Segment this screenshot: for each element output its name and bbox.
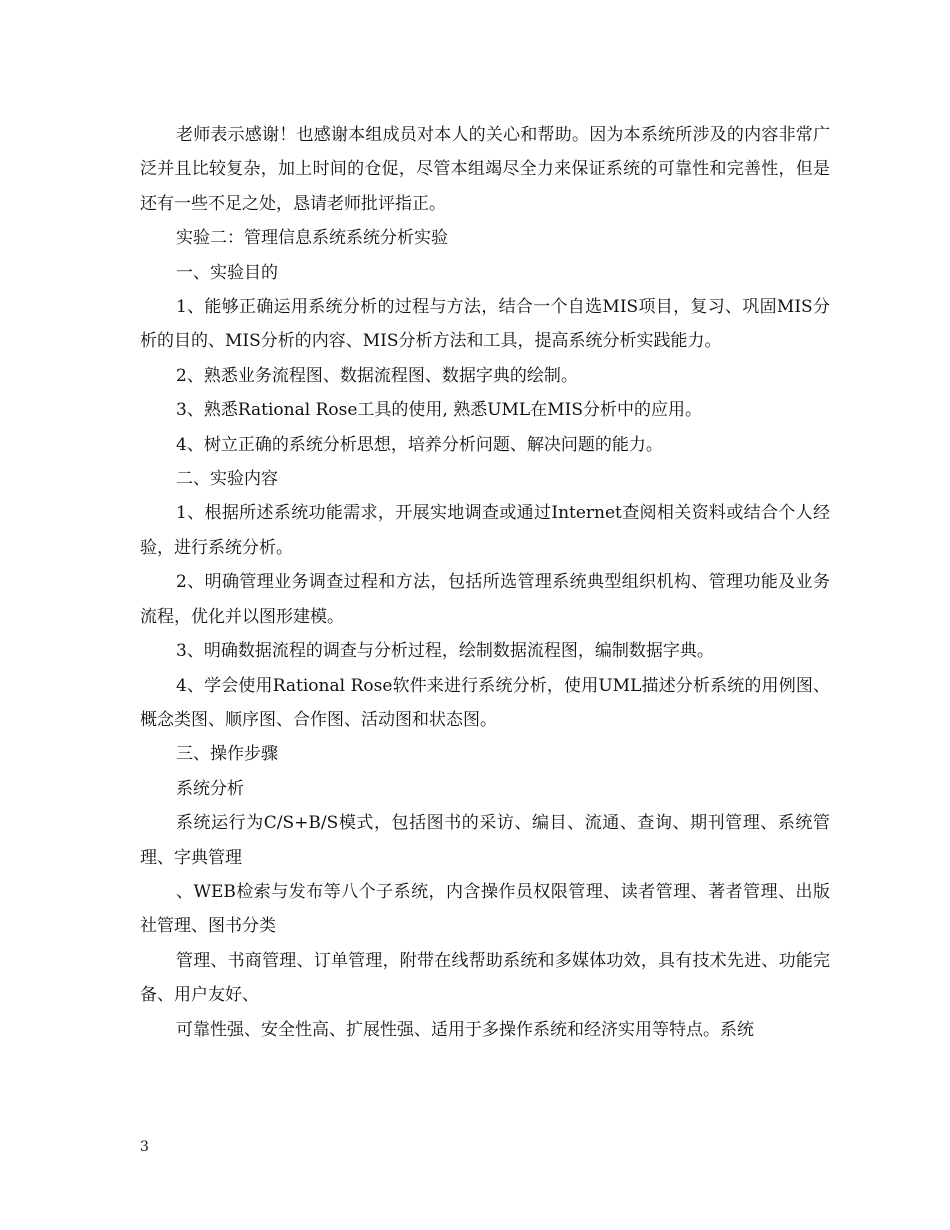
- section-heading-purpose: 一、实验目的: [176, 262, 278, 283]
- section-heading-content: 二、实验内容: [176, 469, 278, 490]
- content-item-3: 3、明确数据流程的调查与分析过程，绘制数据流程图，编制数据字典。: [176, 641, 714, 662]
- analysis-paragraph-1: 系统运行为C/S+B/S模式，包括图书的采访、编目、流通、查询、期刊管理、系统管理、字典管理: [140, 813, 830, 868]
- analysis-paragraph-4: 可靠性强、安全性高、扩展性强、适用于多操作系统和经济实用等特点。系统: [176, 1019, 754, 1040]
- subheading-system-analysis: 系统分析: [176, 778, 244, 799]
- analysis-paragraph-2: 、WEB检索与发布等八个子系统，内含操作员权限管理、读者管理、著者管理、出版社管理、图书分类: [140, 881, 830, 937]
- purpose-item-2: 2、熟悉业务流程图、数据流程图、数据字典的绘制。: [176, 365, 578, 386]
- purpose-item-4: 4、树立正确的系统分析思想，培养分析问题、解决问题的能力。: [176, 434, 663, 455]
- document-body: [140, 118, 830, 1047]
- purpose-item-1: 1、能够正确运用系统分析的过程与方法，结合一个自选MIS项目，复习、巩固MIS分析的目的、MIS分析的内容、MIS分析方法和工具，提高系统分析实践能力。: [140, 297, 830, 352]
- purpose-item-3: 3、熟悉Rational Rose工具的使用, 熟悉UML在MIS分析中的应用。: [176, 400, 702, 421]
- paragraph-acknowledgement: 老师表示感谢！也感谢本组成员对本人的关心和帮助。因为本系统所涉及的内容非常广泛并且比较复杂，加上时间的仓促，尽管本组竭尽全力来保证系统的可靠性和完善性，但是还有一些不足之处，恳请老师批评指正。: [140, 125, 830, 214]
- experiment-title: 实验二：管理信息系统系统分析实验: [176, 228, 448, 249]
- section-heading-steps: 三、操作步骤: [176, 744, 278, 765]
- content-item-2: 2、明确管理业务调查过程和方法，包括所选管理系统典型组织机构、管理功能及业务流程，优化并以图形建模。: [140, 572, 830, 627]
- page-number: 3: [140, 1139, 149, 1155]
- analysis-paragraph-3: 管理、书商管理、订单管理，附带在线帮助系统和多媒体功效，具有技术先进、功能完备、用户友好、: [140, 950, 830, 1006]
- content-item-1: 1、根据所述系统功能需求，开展实地调查或通过Internet查阅相关资料或结合个人经验，进行系统分析。: [140, 503, 830, 558]
- content-item-4: 4、学会使用Rational Rose软件来进行系统分析，使用UML描述分析系统的用例图、概念类图、顺序图、合作图、活动图和状态图。: [140, 675, 830, 730]
